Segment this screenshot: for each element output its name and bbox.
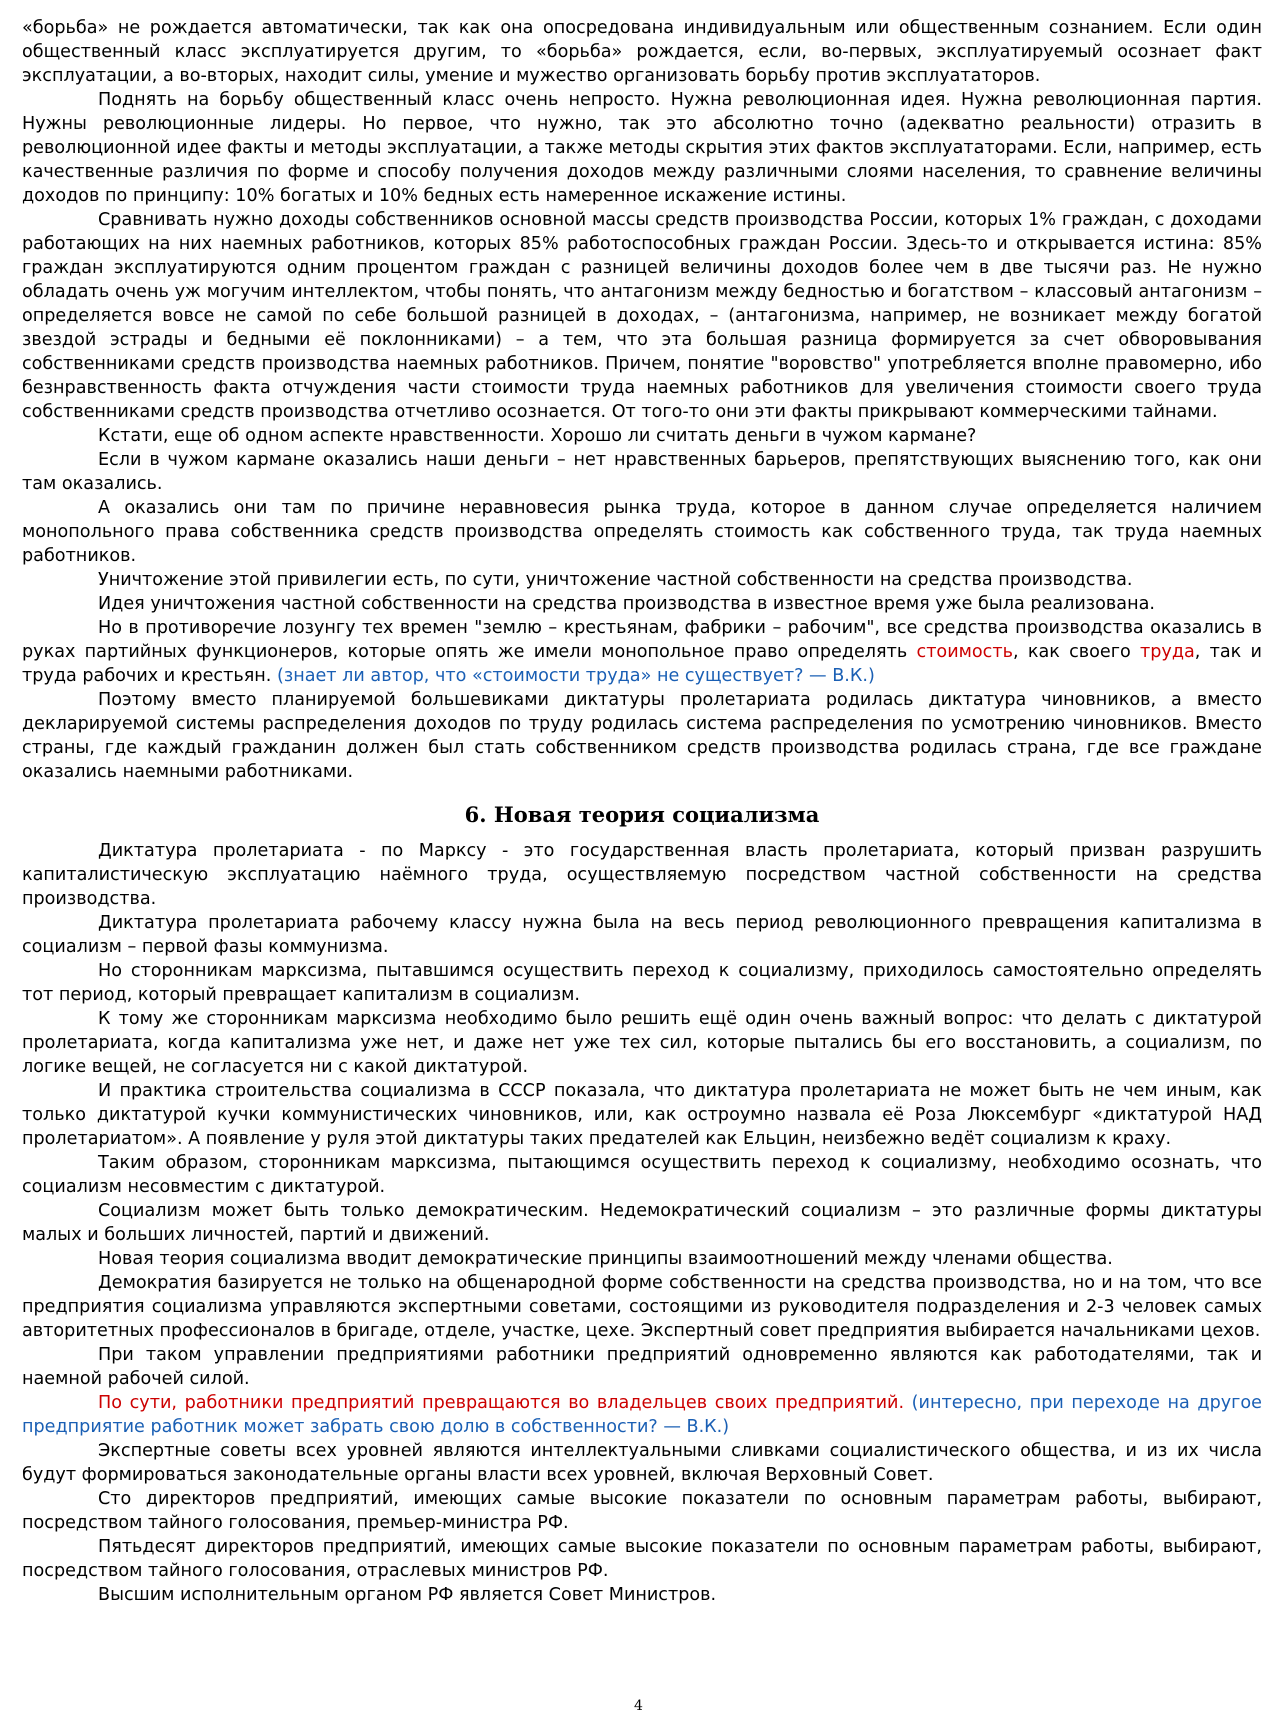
paragraph: При таком управлении предприятиями работники предприятий одновременно являются как работодателями, так и наемной рабочей силой.	[22, 1345, 1262, 1389]
paragraph: И практика строительства социализма в СССР показала, что диктатура пролетариата не может быть не чем иным, как только диктатурой кучки коммунистических чиновников, или, как остроумно назвала её Роза Люксембург «диктатурой НАД пролетариатом». А появление у руля этой диктатуры таких предателей как Ельцин, неизбежно ведёт социализм к краху.	[22, 1081, 1262, 1149]
paragraph: Таким образом, сторонникам марксизма, пытающимся осуществить переход к социализму, необходимо осознать, что социализм несовместим с диктатурой.	[22, 1153, 1262, 1197]
paragraph: Идея уничтожения частной собственности на средства производства в известное время уже была реализована.	[98, 594, 1155, 614]
paragraph: «борьба» не рождается автоматически, так как она опосредована индивидуальным или общественным сознанием. Если один общественный класс эксплуатируется другим, то «борьба» рождается, если, во-первых, эксплуатируемый осознает факт эксплуатации, а во-вторых, находит силы, умение и мужество организовать борьбу против эксплуататоров.	[22, 18, 1262, 86]
paragraph: К тому же сторонникам марксизма необходимо было решить ещё один очень важный вопрос: что делать с диктатурой пролетариата, когда капитализма уже нет, и даже нет уже тех сил, которые пытались бы его восстановить, а социализм, по логике вещей, не согласуется ни с какой диктатурой.	[22, 1009, 1262, 1077]
paragraph-with-highlights	[22, 616, 1262, 688]
text-run: , как своего	[1012, 642, 1141, 662]
text-run: , так и труда рабочих и крестьян.	[22, 642, 1262, 686]
paragraph: Пятьдесят директоров предприятий, имеющих самые высокие показатели по основным параметрам работы, выбирают, посредством тайного голосования, отраслевых министров РФ.	[22, 1537, 1262, 1581]
highlighted-sentence: По сути, работники предприятий превращаются во владельцев своих предприятий.	[98, 1393, 912, 1413]
paragraph: Поднять на борьбу общественный класс очень непросто. Нужна революционная идея. Нужна революционная партия. Нужны революционные лидеры. Но первое, что нужно, так это абсолютно точно (адекватно реальности) отразить в революционной идее факты и методы эксплуатации, а также методы скрытия этих фактов эксплуататорами. Если, например, есть качественные различия по форме и способу получения доходов между различными слоями населения, то сравнение величины доходов по принципу: 10% богатых и 10% бедных есть намеренное искажение истины.	[22, 90, 1262, 206]
paragraph: Диктатура пролетариата - по Марксу - это государственная власть пролетариата, который призван разрушить капиталистическую эксплуатацию наёмного труда, осуществляемую посредством частной собственности на средства производства.	[22, 841, 1262, 909]
editor-comment: (интересно, при переходе на другое предприятие работник может забрать свою долю в собственности? — В.К.)	[22, 1393, 1262, 1437]
paragraph: Экспертные советы всех уровней являются интеллектуальными сливками социалистического общества, и из их числа будут формироваться законодательные органы власти всех уровней, включая Верховный Совет.	[22, 1441, 1262, 1485]
paragraph-with-comment	[22, 1391, 1262, 1439]
paragraph: Поэтому вместо планируемой большевиками диктатуры пролетариата родилась диктатура чиновников, а вместо декларируемой системы распределения доходов по труду родилась система распределения по усмотрению чиновников. Вместо страны, где каждый гражданин должен был стать собственником средств производства родилась страна, где все граждане оказались наемными работниками.	[22, 690, 1262, 782]
paragraph: Кстати, еще об одном аспекте нравственности. Хорошо ли считать деньги в чужом кармане?	[98, 426, 977, 446]
paragraph: Если в чужом кармане оказались наши деньги – нет нравственных барьеров, препятствующих выяснению того, как они там оказались.	[22, 450, 1262, 494]
paragraph: Новая теория социализма вводит демократические принципы взаимоотношений между членами общества.	[98, 1249, 1113, 1269]
page-number: 4	[634, 1698, 643, 1714]
section-title: 6. Новая теория социализма	[464, 802, 820, 827]
paragraph: Демократия базируется не только на общенародной форме собственности на средства производства, но и на том, что все предприятия социализма управляются экспертными советами, состоящими из руководителя подразделения и 2-3 человек самых авторитетных профессионалов в бригаде, отделе, участке, цехе. Экспертный совет предприятия выбирается начальниками цехов.	[22, 1273, 1262, 1341]
text-run: Но в противоречие лозунгу тех времен "землю – крестьянам, фабрики – рабочим", все средства производства оказались в руках партийных функционеров, которые опять же имели монопольное право определять	[22, 618, 1262, 662]
paragraph: Сто директоров предприятий, имеющих самые высокие показатели по основным параметрам работы, выбирают, посредством тайного голосования, премьер-министра РФ.	[22, 1489, 1262, 1533]
paragraph: Социализм может быть только демократическим. Недемократический социализм – это различные формы диктатуры малых и больших личностей, партий и движений.	[22, 1201, 1262, 1245]
paragraph: Сравнивать нужно доходы собственников основной массы средств производства России, которых 1% граждан, с доходами работающих на них наемных работников, которых 85% работоспособных граждан России. Здесь-то и открывается истина: 85% граждан эксплуатируются одним процентом граждан с разницей величины доходов более чем в две тысячи раз. Не нужно обладать очень уж могучим интеллектом, чтобы понять, что антагонизм между бедностью и богатством – классовый антагонизм – определяется вовсе не самой по себе большой разницей в доходах, – (антагонизма, например, не возникает между богатой звездой эстрады и бедными её поклонниками) – а тем, что эта большая разница формируется за счет обворовывания собственниками средств производства наемных работников. Причем, понятие "воровство" употребляется вполне правомерно, ибо безнравственность факта отчуждения части стоимости труда наемных работников для увеличения стоимости своего труда собственниками средств производства отчетливо осознается. От того-то они эти факты прикрывают коммерческими тайнами.	[22, 210, 1262, 422]
paragraph: Диктатура пролетариата рабочему классу нужна была на весь период революционного превращения капитализма в социализм – первой фазы коммунизма.	[22, 913, 1262, 957]
highlighted-word: труда	[1140, 642, 1195, 662]
document-page	[22, 16, 1262, 1607]
highlighted-word: стоимость	[916, 642, 1013, 662]
paragraph: Но сторонникам марксизма, пытавшимся осуществить переход к социализму, приходилось самостоятельно определять тот период, который превращает капитализм в социализм.	[22, 961, 1262, 1005]
paragraph: Высшим исполнительным органом РФ является Совет Министров.	[98, 1585, 717, 1605]
paragraph: А оказались они там по причине неравновесия рынка труда, которое в данном случае определяется наличием монопольного права собственника средств производства определять стоимость как собственного труда, так труда наемных работников.	[22, 498, 1262, 566]
editor-comment: (знает ли автор, что «стоимости труда» не существует? — В.К.)	[276, 666, 875, 686]
paragraph: Уничтожение этой привилегии есть, по сути, уничтожение частной собственности на средства производства.	[98, 570, 1133, 590]
